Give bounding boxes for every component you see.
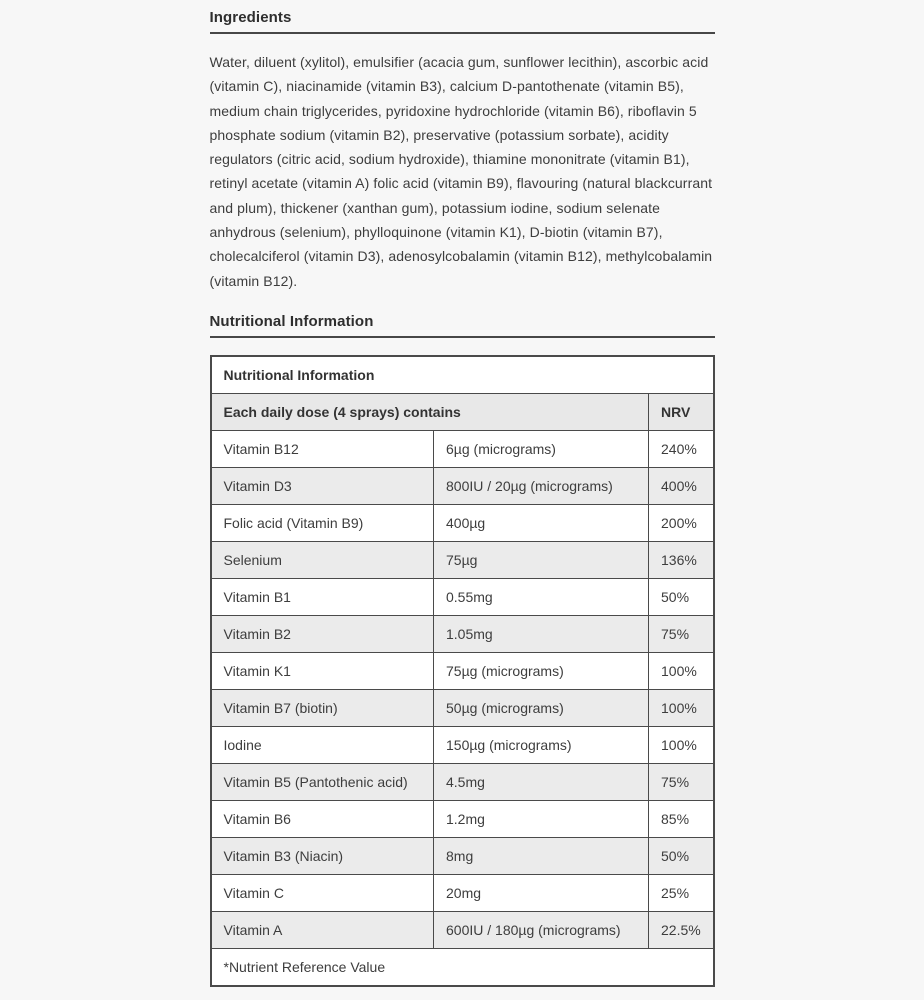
table-row	[211, 911, 714, 948]
nutrient-name-cell: Vitamin A	[211, 911, 434, 948]
dose-header-cell: Each daily dose (4 sprays) contains	[211, 393, 649, 430]
amount-cell: 50µg (micrograms)	[434, 689, 649, 726]
nutrition-table	[210, 355, 715, 987]
amount-cell: 0.55mg	[434, 578, 649, 615]
table-row	[211, 726, 714, 763]
nutrient-name-cell: Vitamin B12	[211, 430, 434, 467]
nrv-cell: 100%	[649, 689, 714, 726]
amount-cell: 800IU / 20µg (micrograms)	[434, 467, 649, 504]
footnote-row	[211, 948, 714, 986]
nrv-cell: 240%	[649, 430, 714, 467]
ingredients-text: Water, diluent (xylitol), emulsifier (acacia gum, sunflower lecithin), ascorbic acid (vitamin C), niacinamide (vitamin B3), calcium D-pantothenate (vitamin B5), medium chain triglycerides, pyridoxine hydrochloride (vitamin B6), riboflavin 5 phosphate sodium (vitamin B2), preservative (potassium sorbate), acidity regulators (citric acid, sodium hydroxide), thiamine mononitrate (vitamin B1), retinyl acetate (vitamin A) folic acid (vitamin B9), flavouring (natural blackcurrant and plum), thickener (xanthan gum), potassium iodine, sodium selenate anhydrous (selenium), phylloquinone (vitamin K1), D-biotin (vitamin B7), cholecalciferol (vitamin D3), adenosylcobalamin (vitamin B12), methylcobalamin (vitamin B12).	[209, 54, 713, 289]
table-title: Nutritional Information	[211, 356, 714, 394]
nrv-cell: 100%	[649, 726, 714, 763]
amount-cell: 6µg (micrograms)	[434, 430, 649, 467]
footnote-text: *Nutrient Reference Value	[211, 948, 714, 986]
nrv-cell: 75%	[649, 615, 714, 652]
nutrient-name-cell: Vitamin B7 (biotin)	[211, 689, 434, 726]
amount-cell: 400µg	[434, 504, 649, 541]
nrv-header-cell: NRV	[649, 393, 714, 430]
table-row	[211, 541, 714, 578]
table-row	[211, 430, 714, 467]
table-row	[211, 615, 714, 652]
nrv-cell: 400%	[649, 467, 714, 504]
table-row	[211, 689, 714, 726]
amount-cell: 8mg	[434, 837, 649, 874]
amount-cell: 75µg	[434, 541, 649, 578]
nrv-cell: 85%	[649, 800, 714, 837]
table-row	[211, 467, 714, 504]
table-header-row	[211, 393, 714, 430]
nutrient-name-cell: Vitamin B3 (Niacin)	[211, 837, 434, 874]
nutrition-heading: Nutritional Information	[210, 313, 715, 338]
nutrient-name-cell: Vitamin K1	[211, 652, 434, 689]
ingredients-heading: Ingredients	[210, 9, 715, 34]
nrv-cell: 50%	[649, 578, 714, 615]
amount-cell: 600IU / 180µg (micrograms)	[434, 911, 649, 948]
nrv-cell: 50%	[649, 837, 714, 874]
nutrient-name-cell: Vitamin B5 (Pantothenic acid)	[211, 763, 434, 800]
nutrient-name-cell: Folic acid (Vitamin B9)	[211, 504, 434, 541]
nrv-cell: 100%	[649, 652, 714, 689]
nrv-cell: 200%	[649, 504, 714, 541]
table-row	[211, 837, 714, 874]
amount-cell: 20mg	[434, 874, 649, 911]
nrv-cell: 75%	[649, 763, 714, 800]
table-row	[211, 652, 714, 689]
amount-cell: 4.5mg	[434, 763, 649, 800]
amount-cell: 1.05mg	[434, 615, 649, 652]
table-body	[211, 430, 714, 948]
nutrient-name-cell: Vitamin C	[211, 874, 434, 911]
amount-cell: 150µg (micrograms)	[434, 726, 649, 763]
nutrient-name-cell: Vitamin D3	[211, 467, 434, 504]
table-title-row	[211, 356, 714, 394]
table-row	[211, 504, 714, 541]
amount-cell: 75µg (micrograms)	[434, 652, 649, 689]
nutrient-name-cell: Vitamin B6	[211, 800, 434, 837]
nutrient-name-cell: Vitamin B1	[211, 578, 434, 615]
nutrient-name-cell: Iodine	[211, 726, 434, 763]
nutrient-name-cell: Selenium	[211, 541, 434, 578]
table-row	[211, 874, 714, 911]
table-row	[211, 578, 714, 615]
product-info-section	[210, 0, 715, 987]
table-row	[211, 800, 714, 837]
table-row	[211, 763, 714, 800]
amount-cell: 1.2mg	[434, 800, 649, 837]
nutrient-name-cell: Vitamin B2	[211, 615, 434, 652]
nrv-cell: 22.5%	[649, 911, 714, 948]
nrv-cell: 136%	[649, 541, 714, 578]
nrv-cell: 25%	[649, 874, 714, 911]
